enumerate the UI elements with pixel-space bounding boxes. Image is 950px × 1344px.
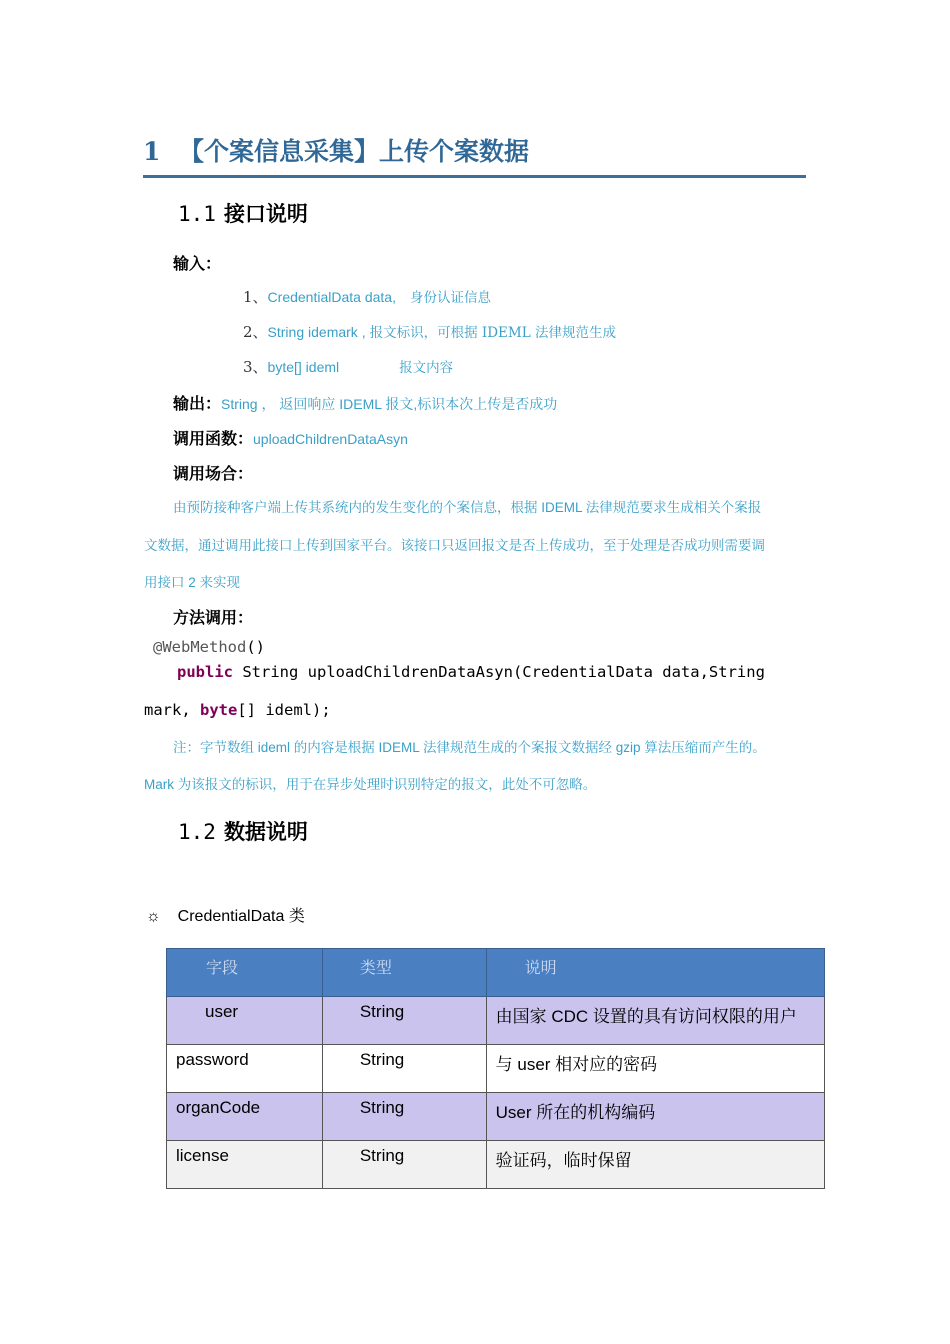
input-param: byte[] ideml [267,359,340,375]
code-line-1-rest: String uploadChildrenDataAsyn(CredentialData data,String [233,663,765,681]
input-index: 1、 [243,288,268,306]
section-data-heading [178,816,308,846]
table-header-desc: 说明 [486,949,824,997]
scenario-line-2: 文数据，通过调用此接口上传到国家平台。该接口只返回报文是否上传成功，至于处理是否成功则需要调 [144,538,765,553]
table-cell-desc: 由国家 CDC 设置的具有访问权限的用户 [486,997,824,1045]
table-cell-desc: User 所在的机构编码 [486,1093,824,1141]
input-param: CredentialData data, [267,289,396,305]
table-cell-type: String [322,997,486,1045]
code-annotation-line [153,638,265,656]
sun-bullet-icon: ☼ [146,908,161,925]
heading-rule [143,175,806,178]
table-row [167,1141,825,1189]
table-row [167,997,825,1045]
code-annotation-parens: () [246,638,265,656]
output-text: String ， 返回响应 IDEML 报文,标识本次上传是否成功 [221,396,558,412]
table-cell-field: organCode [167,1093,323,1141]
table-row [167,1093,825,1141]
table-cell-type: String [322,1045,486,1093]
code-keyword-public: public [177,663,233,681]
class-title: CredentialData 类 [177,908,305,925]
table-header-type: 类型 [322,949,486,997]
code-line-1 [177,663,765,681]
table-header-field: 字段 [167,949,323,997]
scenario-line-1: 由预防接种客户端上传其系统内的发生变化的个案信息，根据 IDEML 法律规范要求生成相关个案报 [173,500,762,515]
input-desc: 报文标识，可根据 IDEML 法律规范生成 [369,325,616,341]
table-cell-desc: 与 user 相对应的密码 [486,1045,824,1093]
table-header-row [167,949,825,997]
code-line-2 [144,701,331,719]
section-title: 数据说明 [223,819,308,844]
section-number: 1.2 [178,820,216,844]
code-annotation: @WebMethod [153,638,247,656]
output-label: 输出： [173,394,222,413]
input-index: 3、 [243,358,268,376]
input-index: 2、 [243,323,268,341]
scenario-label: 调用场合： [173,464,254,483]
note-line-1: 注：字节数组 ideml 的内容是根据 IDEML 法律规范生成的个案报文数据经 gzip 算法压缩而产生的。 [173,740,766,755]
input-desc: 报文内容 [399,360,454,376]
table-cell-type: String [322,1093,486,1141]
input-desc: 身份认证信息 [409,290,491,306]
section-title: 接口说明 [223,201,308,226]
input-param: String idemark , [267,324,366,340]
input-label: 输入： [173,254,222,273]
class-heading [146,903,305,926]
code-keyword-byte: byte [200,701,238,719]
input-item-2 [243,321,616,342]
note-line-2: Mark 为该报文的标识，用于在异步处理时识别特定的报文，此处不可忽略。 [144,777,597,792]
input-item-3 [243,356,453,377]
function-label: 调用函数： [173,429,254,448]
code-line-2-start: mark, [144,701,200,719]
table-cell-type: String [322,1141,486,1189]
table-cell-field: password [167,1045,323,1093]
table-cell-field: user [167,997,323,1045]
table-cell-desc: 验证码，临时保留 [486,1141,824,1189]
section-interface-heading [178,198,308,228]
function-line [173,426,408,449]
page-heading [143,132,529,168]
output-line [173,391,557,414]
table-cell-field: license [167,1141,323,1189]
section-number: 1.1 [178,202,216,226]
method-label: 方法调用： [173,608,254,627]
scenario-line-3: 用接口 2 来实现 [144,575,241,590]
credential-data-table [166,948,825,1189]
heading-number: 1 [143,137,161,166]
input-item-1 [243,286,491,307]
function-name: uploadChildrenDataAsyn [253,431,408,447]
code-line-2-rest: [] ideml); [237,701,331,719]
table-row [167,1045,825,1093]
heading-title: 【个案信息采集】上传个案数据 [179,137,530,166]
